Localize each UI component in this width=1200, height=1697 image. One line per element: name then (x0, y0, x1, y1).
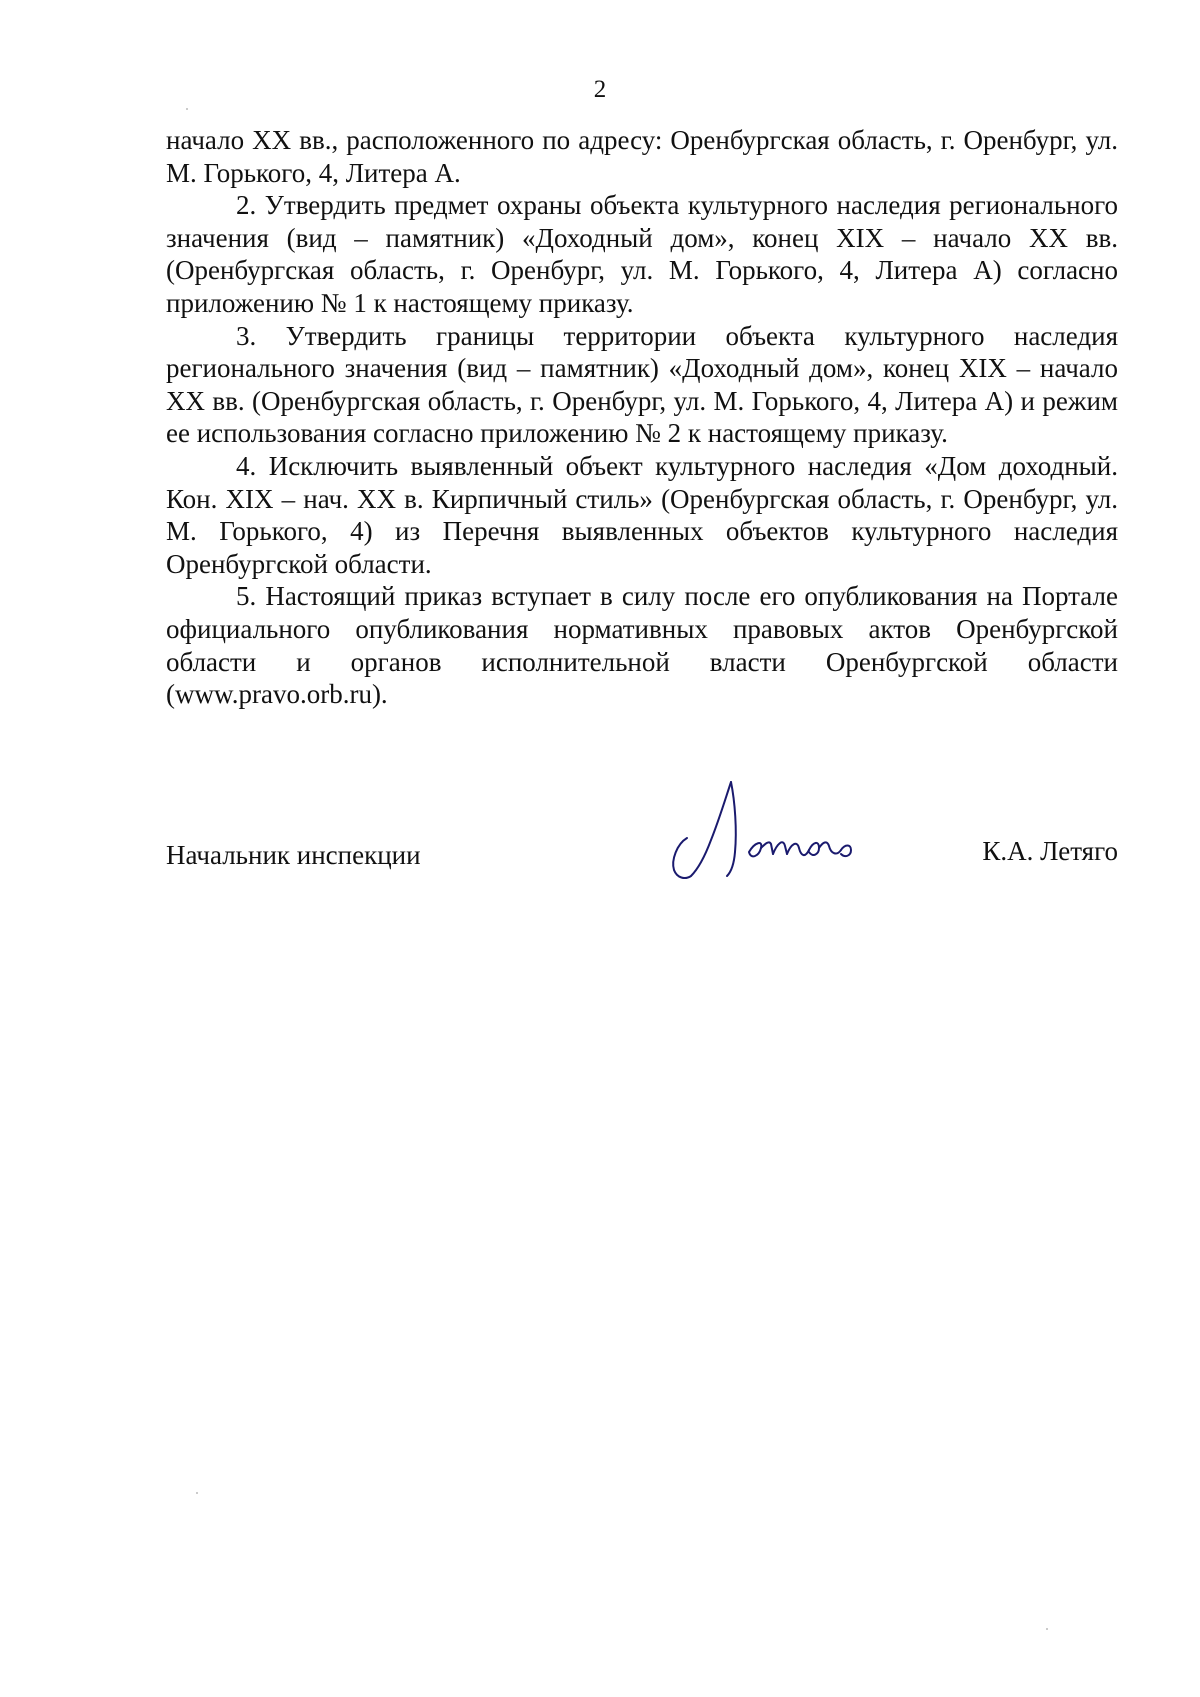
paragraph-item-5: 5. Настоящий приказ вступает в силу после его опубликования на Портале официального опубликования нормативных правовых актов Оренбургской области и органов исполнительной власти Оренбургской области (www.pravo.orb.ru). (166, 581, 1118, 710)
page-number: 2 (593, 76, 607, 103)
signer-name: К.А. Летяго (982, 836, 1118, 866)
scan-speck (1046, 1628, 1048, 1630)
paragraph-continuation: начало XX вв., расположенного по адресу: Оренбургская область, г. Оренбург, ул. М. Горького, 4, Литера А. (166, 125, 1118, 188)
scan-speck (196, 1492, 198, 1494)
order-text (166, 124, 1118, 711)
handwritten-signature (669, 780, 869, 890)
paragraph-item-2: 2. Утвердить предмет охраны объекта культурного наследия регионального значения (вид – памятник) «Доходный дом», конец XIX – начало XX вв. (Оренбургская область, г. Оренбург, ул. М. Горького, 4, Литера А) согласно приложению № 1 к настоящему приказу. (166, 190, 1118, 318)
paragraph-item-3: 3. Утвердить границы территории объекта культурного наследия регионального значения (вид – памятник) «Доходный дом», конец XIX – начало XX вв. (Оренбургская область, г. Оренбург, ул. М. Горького, 4, Литера А) и режим ее использования согласно приложению № 2 к настоящему приказу. (166, 320, 1118, 449)
paragraph-item-4: 4. Исключить выявленный объект культурного наследия «Дом доходный. Кон. XIX – нач. XX в. Кирпичный стиль» (Оренбургская область, г. Оренбург, ул. М. Горького, 4) из Перечня выявленных объектов культурного наследия Оренбургской области. (166, 450, 1118, 579)
signer-position: Начальник инспекции (166, 840, 421, 870)
scan-speck (186, 108, 188, 110)
signature-block (166, 780, 1118, 900)
